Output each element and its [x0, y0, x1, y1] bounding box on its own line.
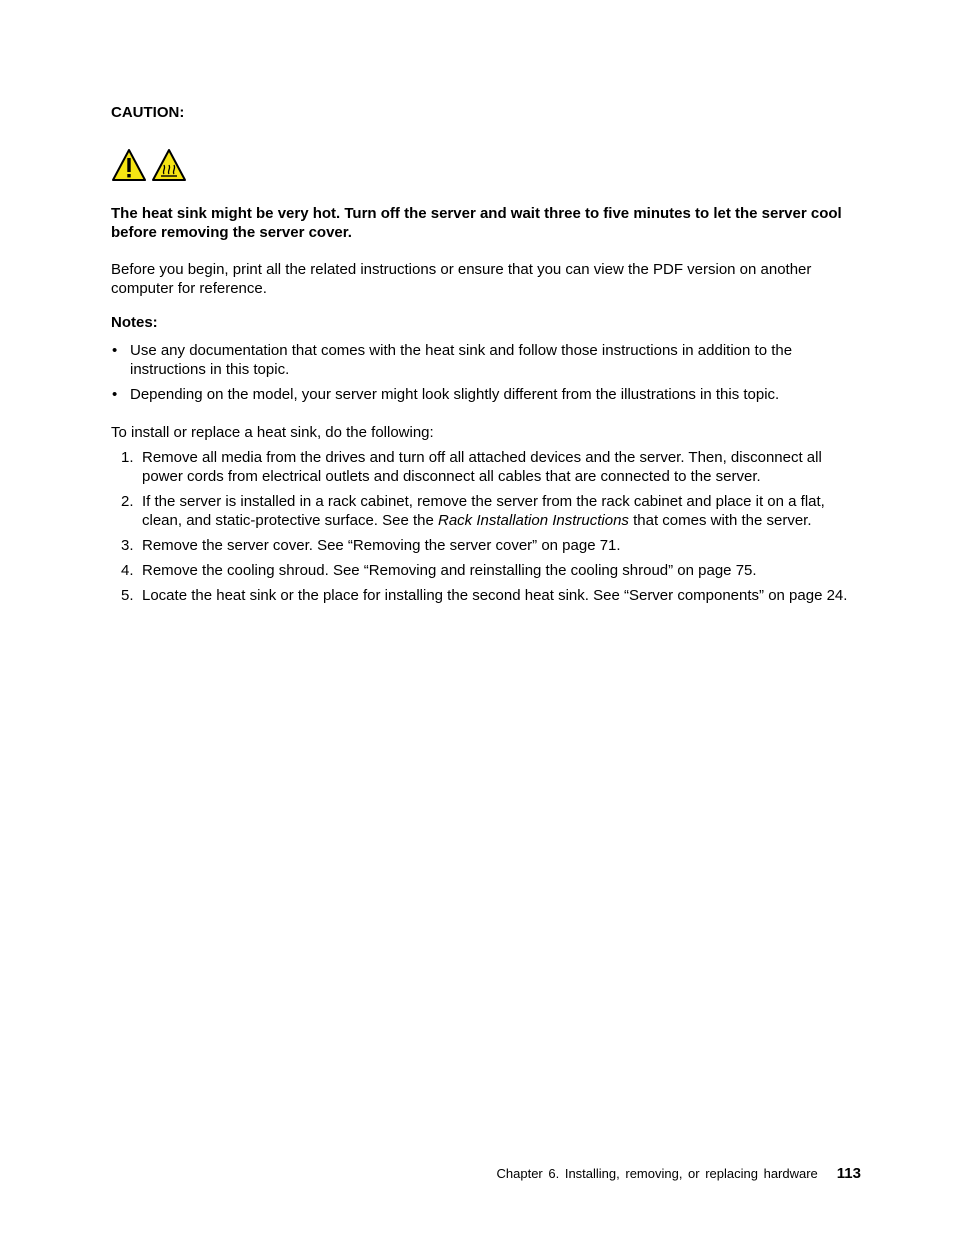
step-text — [142, 493, 825, 529]
bullet: • — [112, 386, 118, 403]
step-text-before: If the server is installed in a rack cabinet, remove the server from the rack cabinet and place it on a flat, clean, and static-protective surface. See the — [142, 493, 825, 529]
procedure-intro: To install or replace a heat sink, do the following: — [111, 424, 434, 441]
caution-label: CAUTION: — [111, 104, 185, 121]
step-text-after: that comes with the server. — [628, 512, 812, 529]
step-text: Remove all media from the drives and turn off all attached devices and the server. Then, disconnect all power cords from electrical outlets and disconnect all cables that are connected to the server. — [142, 449, 822, 485]
list-item — [111, 492, 861, 530]
list-item — [111, 536, 861, 555]
list-item — [111, 586, 861, 605]
page-number: 113 — [836, 1165, 861, 1182]
footer-chapter-title: Chapter 6. Installing, removing, or replacing hardware — [496, 1166, 818, 1181]
list-item — [111, 341, 861, 379]
note-text: Use any documentation that comes with the heat sink and follow those instructions in addition to the instructions in this topic. — [130, 342, 793, 378]
list-item — [111, 561, 861, 580]
page-footer — [497, 1164, 861, 1183]
step-number: 4. — [121, 562, 134, 579]
procedure-steps — [111, 448, 861, 605]
hot-surface-icon — [151, 148, 187, 182]
caution-warning-text: The heat sink might be very hot. Turn off the server and wait three to five minutes to let the server cool before removing the server cover. — [111, 205, 842, 241]
notes-list — [111, 341, 861, 404]
publication-title: Rack Installation Instructions — [438, 512, 629, 529]
step-number: 2. — [121, 493, 134, 510]
document-page — [111, 103, 861, 611]
step-number: 3. — [121, 537, 134, 554]
step-text: Remove the server cover. See “Removing the server cover” on page 71. — [142, 537, 621, 554]
step-number: 5. — [121, 587, 134, 604]
step-text: Remove the cooling shroud. See “Removing and reinstalling the cooling shroud” on page 75. — [142, 562, 757, 579]
warning-triangle-icon — [111, 148, 147, 182]
step-text: Locate the heat sink or the place for installing the second heat sink. See “Server components” on page 24. — [142, 587, 848, 604]
bullet: • — [112, 342, 118, 359]
list-item — [111, 385, 861, 404]
note-text: Depending on the model, your server might look slightly different from the illustrations in this topic. — [130, 386, 780, 403]
caution-icons — [111, 148, 861, 184]
step-number: 1. — [121, 449, 134, 466]
list-item — [111, 448, 861, 486]
notes-label: Notes: — [111, 314, 158, 331]
intro-paragraph: Before you begin, print all the related instructions or ensure that you can view the PDF version on another computer for reference. — [111, 261, 812, 297]
